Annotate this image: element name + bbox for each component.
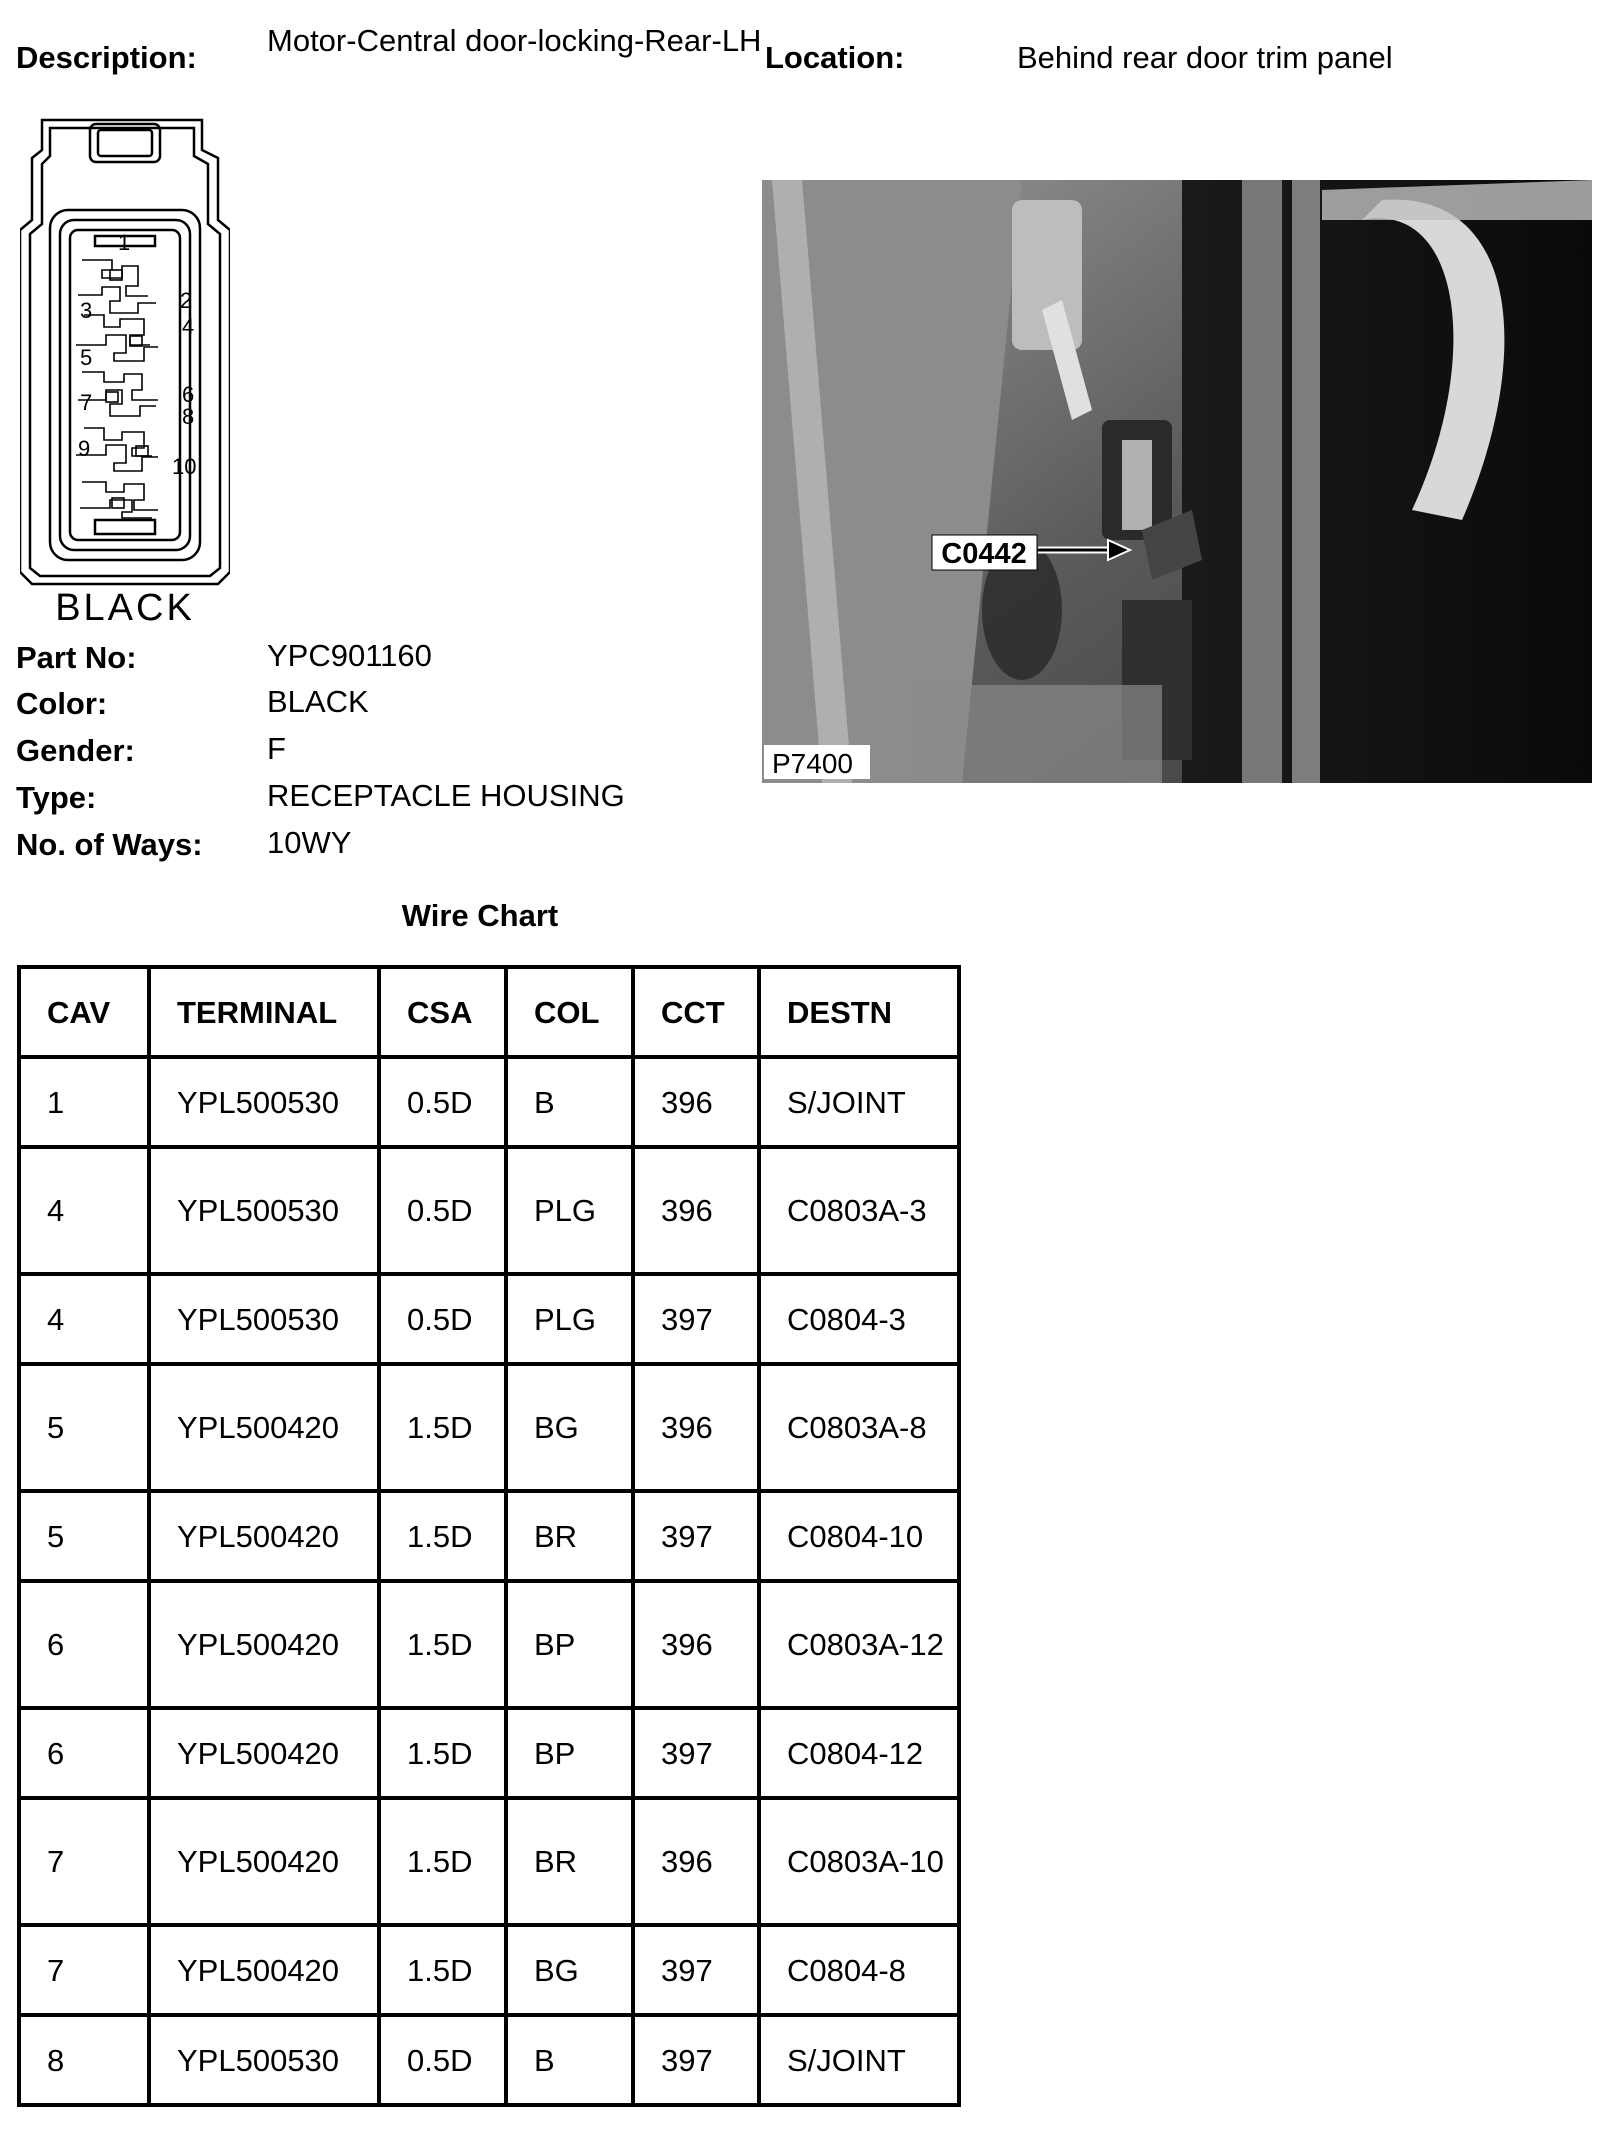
cell-col: BR [506, 1491, 633, 1581]
column-header-col: COL [506, 967, 633, 1057]
cell-col: BG [506, 1925, 633, 2015]
gender-label: Gender: [16, 733, 135, 768]
location-photo [762, 180, 1592, 783]
color-value: BLACK [267, 684, 369, 719]
cell-col: BG [506, 1364, 633, 1491]
cell-cav: 4 [19, 1274, 149, 1364]
table-row [19, 1798, 959, 1925]
table-row [19, 1708, 959, 1798]
cell-cct: 396 [633, 1147, 759, 1274]
pin-label: 4 [182, 314, 195, 339]
cell-csa: 1.5D [379, 1581, 506, 1708]
cell-destn: C0803A-10 [759, 1798, 959, 1925]
column-header-destn: DESTN [759, 967, 959, 1057]
cell-col: B [506, 2015, 633, 2105]
type-value: RECEPTACLE HOUSING [267, 778, 625, 813]
wire-chart-table [17, 965, 961, 2107]
pin-label: 3 [80, 298, 93, 323]
table-row [19, 1274, 959, 1364]
no-of-ways-label: No. of Ways: [16, 827, 203, 862]
cell-destn: C0804-12 [759, 1708, 959, 1798]
cell-csa: 1.5D [379, 1798, 506, 1925]
cell-terminal: YPL500420 [149, 1798, 379, 1925]
cell-destn: C0803A-8 [759, 1364, 959, 1491]
cell-destn: C0804-3 [759, 1274, 959, 1364]
location-value: Behind rear door trim panel [1017, 40, 1393, 75]
connector-face-diagram [20, 110, 230, 630]
cell-terminal: YPL500530 [149, 2015, 379, 2105]
pin-label: 6 [182, 382, 195, 407]
cell-cav: 4 [19, 1147, 149, 1274]
cell-cav: 5 [19, 1364, 149, 1491]
cell-cav: 6 [19, 1581, 149, 1708]
table-row [19, 1057, 959, 1147]
table-row [19, 1925, 959, 2015]
cell-terminal: YPL500530 [149, 1057, 379, 1147]
cell-col: B [506, 1057, 633, 1147]
description-value: Motor-Central door-locking-Rear-LH [267, 23, 762, 58]
pin-label: 9 [78, 436, 91, 461]
cell-destn: C0804-10 [759, 1491, 959, 1581]
gender-value: F [267, 731, 286, 766]
photo-reference: P7400 [772, 748, 853, 779]
cell-destn: S/JOINT [759, 2015, 959, 2105]
cell-destn: C0803A-12 [759, 1581, 959, 1708]
cell-cct: 397 [633, 1274, 759, 1364]
cell-cct: 396 [633, 1364, 759, 1491]
cell-csa: 0.5D [379, 1274, 506, 1364]
table-row [19, 1147, 959, 1274]
cell-cav: 7 [19, 1798, 149, 1925]
table-row [19, 1491, 959, 1581]
cell-col: PLG [506, 1147, 633, 1274]
no-of-ways-value: 10WY [267, 825, 352, 860]
description-label: Description: [16, 40, 197, 75]
part-no-value: YPC901160 [267, 638, 432, 673]
cell-terminal: YPL500420 [149, 1708, 379, 1798]
cell-destn: C0804-8 [759, 1925, 959, 2015]
type-label: Type: [16, 780, 97, 815]
table-header-row [19, 967, 959, 1057]
cell-cct: 396 [633, 1057, 759, 1147]
cell-terminal: YPL500530 [149, 1147, 379, 1274]
cell-col: BR [506, 1798, 633, 1925]
cell-destn: C0803A-3 [759, 1147, 959, 1274]
table-row [19, 2015, 959, 2105]
cell-terminal: YPL500420 [149, 1364, 379, 1491]
table-row [19, 1581, 959, 1708]
cell-terminal: YPL500420 [149, 1491, 379, 1581]
cell-csa: 1.5D [379, 1364, 506, 1491]
cell-col: BP [506, 1581, 633, 1708]
cell-terminal: YPL500420 [149, 1925, 379, 2015]
location-label: Location: [765, 40, 905, 75]
cell-cct: 397 [633, 1708, 759, 1798]
table-row [19, 1364, 959, 1491]
cell-cav: 5 [19, 1491, 149, 1581]
cell-cct: 397 [633, 2015, 759, 2105]
pin-label: 8 [182, 404, 195, 429]
cell-terminal: YPL500530 [149, 1274, 379, 1364]
cell-terminal: YPL500420 [149, 1581, 379, 1708]
pin-label: 2 [180, 288, 193, 313]
cell-cct: 397 [633, 1925, 759, 2015]
cell-csa: 1.5D [379, 1491, 506, 1581]
cell-cct: 397 [633, 1491, 759, 1581]
cell-cct: 396 [633, 1798, 759, 1925]
pin-label: 10 [172, 454, 197, 479]
cell-csa: 0.5D [379, 1057, 506, 1147]
cell-csa: 0.5D [379, 1147, 506, 1274]
pin-label: 5 [80, 345, 93, 370]
cell-cav: 1 [19, 1057, 149, 1147]
column-header-cav: CAV [19, 967, 149, 1057]
cell-cct: 396 [633, 1581, 759, 1708]
column-header-cct: CCT [633, 967, 759, 1057]
wire-chart-title: Wire Chart [401, 898, 559, 933]
cell-destn: S/JOINT [759, 1057, 959, 1147]
cell-cav: 8 [19, 2015, 149, 2105]
cell-cav: 7 [19, 1925, 149, 2015]
connector-color-caption: BLACK [55, 587, 195, 629]
cell-cav: 6 [19, 1708, 149, 1798]
part-no-label: Part No: [16, 640, 137, 675]
cell-csa: 1.5D [379, 1708, 506, 1798]
pin-label: 1 [118, 230, 131, 255]
cell-csa: 0.5D [379, 2015, 506, 2105]
color-label: Color: [16, 686, 108, 721]
cell-col: PLG [506, 1274, 633, 1364]
column-header-csa: CSA [379, 967, 506, 1057]
cell-col: BP [506, 1708, 633, 1798]
column-header-terminal: TERMINAL [149, 967, 379, 1057]
pin-label: 7 [80, 390, 93, 415]
photo-callout-label: C0442 [941, 538, 1027, 570]
cell-csa: 1.5D [379, 1925, 506, 2015]
